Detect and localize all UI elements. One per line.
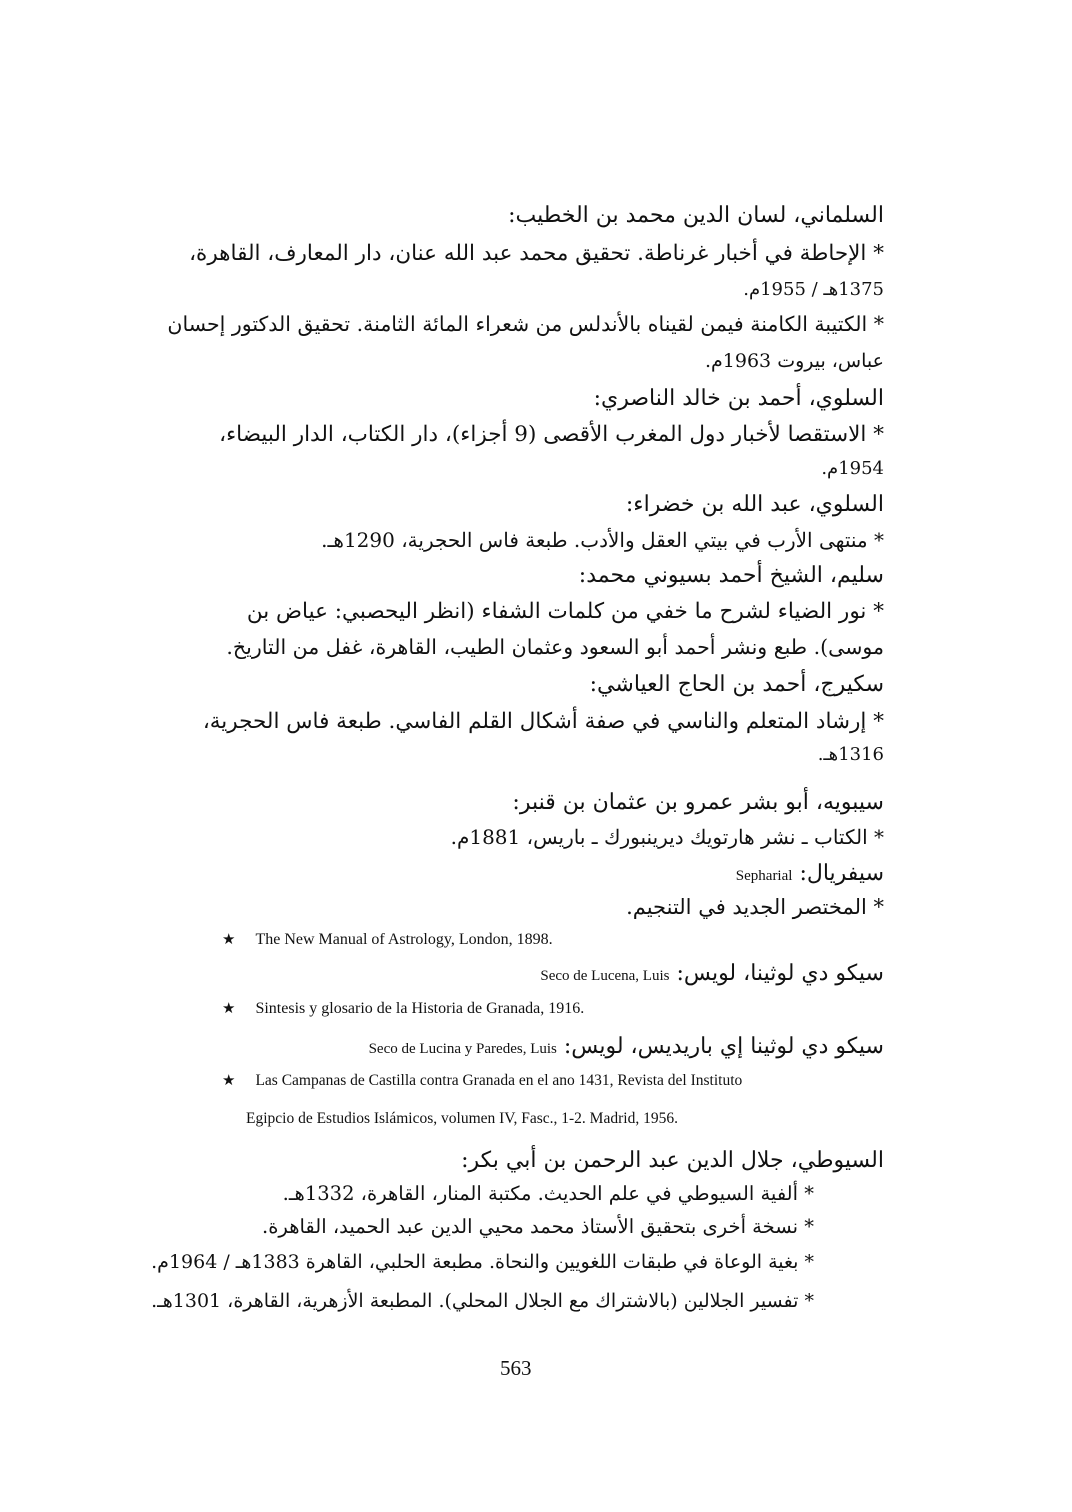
bibliography-item: * نسخة أخرى بتحقيق الأستاذ محمد محيي الدين عبد الحميد، القاهرة. (262, 1215, 814, 1238)
item-text: Sintesis y glosario de la Historia de Granada, 1916. (255, 1000, 585, 1017)
bibliography-item-cont: 1375هـ / 1955م. (743, 279, 884, 300)
bibliography-item-cont: 1954م. (821, 458, 884, 479)
bibliography-item: * بغية الوعاة في طبقات اللغويين والنحاة. مطبعة الحلبي، القاهرة 1383هـ / 1964م. (151, 1251, 814, 1273)
bibliography-item: * تفسير الجلالين (بالاشتراك مع الجلال المحلي). المطبعة الأزهرية، القاهرة، 1301هـ. (151, 1290, 814, 1312)
entry-heading-sepharial (736, 863, 884, 885)
heading-latin: Seco de Lucena, Luis (540, 968, 670, 984)
bibliography-item: * الكتاب ـ نشر هارتويك ديرينبورك ـ باريس، 1881م. (450, 825, 884, 849)
heading-arabic: سيكو دي لوثينا، لويس: (676, 961, 884, 986)
bibliography-item: * منتهى الأرب في بيتي العقل والأدب. طبعة فاس الحجرية، 1290هـ. (321, 528, 884, 552)
star-icon: ★ (222, 932, 236, 948)
bibliography-item-cont: موسى). طبع ونشر أحمد أبو السعود وعثمان الطيب، القاهرة، غفل من التاريخ. (226, 635, 884, 659)
bibliography-item-cont: عباس، بيروت 1963م. (704, 350, 884, 372)
bibliography-item-latin (222, 932, 553, 948)
entry-heading-seco-de-lucina-paredes (369, 1036, 884, 1058)
bibliography-item: * الاستقصا لأخبار دول المغرب الأقصى (9 أجزاء)، دار الكتاب، الدار البيضاء، (219, 422, 884, 447)
entry-heading-sukayrij: سكيرج، أحمد بن الحاج العياشي: (589, 672, 884, 697)
bibliography-item: * نور الضياء لشرح ما خفي من كلمات الشفاء (انظر اليحصبي: عياض بن (246, 599, 884, 624)
heading-latin: Sepharial (735, 868, 793, 884)
bibliography-item: * ألفية السيوطي في علم الحديث. مكتبة المنار، القاهرة، 1332هـ. (282, 1182, 814, 1205)
entry-heading-salim: سليم، الشيخ أحمد بسيوني محمد: (578, 563, 884, 588)
item-text: The New Manual of Astrology, London, 1898. (255, 931, 553, 948)
bibliography-item: * المختصر الجديد في التنجيم. (626, 895, 884, 919)
item-text: Las Campanas de Castilla contra Granada en el ano 1431, Revista del Instituto (255, 1072, 743, 1089)
entry-heading-salawi-ahmad: السلوي، أحمد بن خالد الناصري: (593, 386, 884, 411)
heading-latin: Seco de Lucina y Paredes, Luis (368, 1041, 557, 1057)
entry-heading-suyuti: السيوطي، جلال الدين عبد الرحمن بن أبي بكر: (461, 1148, 884, 1173)
bibliography-item-cont: 1316هـ. (817, 744, 884, 765)
entry-heading-salawi-abdallah: السلوي، عبد الله بن خضراء: (625, 492, 884, 517)
entry-heading-sibawayh: سيبويه، أبو بشر عمرو بن عثمان بن قنبر: (512, 790, 884, 815)
star-icon: ★ (222, 1073, 236, 1089)
heading-arabic: سيفريال: (799, 861, 884, 886)
bibliography-item: * الإحاطة في أخبار غرناطة. تحقيق محمد عبد الله عنان، دار المعارف، القاهرة، (189, 241, 884, 266)
bibliography-item-latin-cont: Egipcio de Estudios Islámicos, volumen IV, Fasc., 1-2. Madrid, 1956. (246, 1110, 678, 1127)
bibliography-item-latin (222, 1001, 584, 1017)
star-icon: ★ (222, 1001, 236, 1017)
bibliography-item-latin (222, 1073, 742, 1089)
entry-heading-salmani: السلماني، لسان الدين محمد بن الخطيب: (508, 203, 884, 228)
page-number: 563 (500, 1356, 532, 1380)
bibliography-item: * الكتيبة الكامنة فيمن لقيناه بالأندلس من شعراء المائة الثامنة. تحقيق الدكتور إحسان (167, 312, 884, 336)
bibliography-item: * إرشاد المتعلم والناسي في صفة أشكال القلم الفاسي. طبعة فاس الحجرية، (202, 709, 884, 734)
heading-arabic: سيكو دي لوثينا إي باريديس، لويس: (563, 1034, 884, 1059)
entry-heading-seco-de-lucena (540, 963, 884, 985)
